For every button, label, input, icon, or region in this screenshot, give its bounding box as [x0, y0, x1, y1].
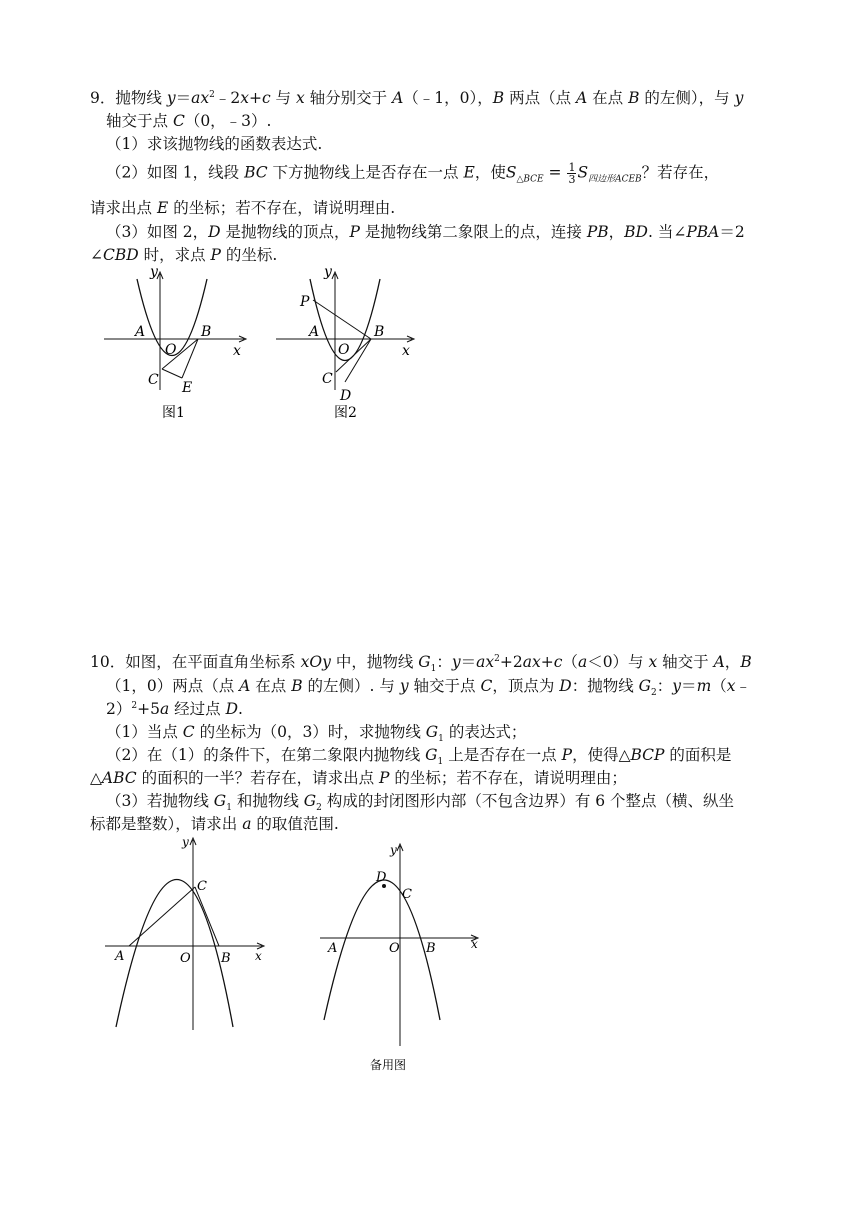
q9-figure-2 [272, 262, 422, 422]
text: B [291, 677, 303, 695]
text: ： [656, 677, 673, 695]
text: . [238, 700, 243, 718]
text: 的面积是 [664, 746, 732, 764]
text: = [543, 163, 567, 182]
text: 抛物线 [115, 89, 167, 107]
text: A [576, 89, 588, 107]
text: （﹣1，0）， [403, 89, 493, 107]
text: y [166, 89, 176, 107]
label-c: C [197, 879, 207, 894]
text: 时，求点 [138, 246, 211, 264]
text: xOy [300, 653, 331, 671]
text: PB [586, 223, 609, 241]
text: （2）在（1）的条件下，在第二象限内抛物线 [106, 746, 426, 764]
text: c [261, 89, 271, 107]
q9-figure-1 [100, 262, 250, 422]
text: ，使 [474, 163, 506, 182]
text: 2 [209, 89, 215, 100]
text: ∠ [90, 246, 103, 264]
text: 中，抛物线 [330, 653, 419, 671]
text: （ [562, 653, 578, 671]
text: 轴分别交于 [304, 89, 393, 107]
label-b: B [374, 324, 385, 340]
text: C [480, 677, 493, 695]
q9-line-1 [90, 88, 743, 108]
segment-ac [129, 887, 195, 946]
text: 轴交于点 [408, 677, 481, 695]
q10-part-2-cont [90, 768, 627, 788]
text: S [505, 163, 517, 182]
q10-figure-2 [316, 840, 496, 1070]
q10-number: 10． [90, 653, 126, 671]
text: S [577, 163, 589, 182]
text: ， [608, 223, 625, 241]
text: y [399, 677, 409, 695]
label-a: A [135, 324, 146, 340]
label-a: A [115, 949, 125, 964]
text: c [553, 653, 563, 671]
q9-part-2-cont [90, 198, 395, 218]
caption-fig2: 图2 [334, 405, 357, 421]
text: C [182, 723, 195, 741]
text: B [740, 653, 752, 671]
label-x: x [471, 937, 478, 951]
text: x [648, 653, 658, 671]
text: 构成的封闭图形内部（不包含边界）有 6 个整点（横、纵坐 [321, 792, 735, 810]
label-y: y [390, 843, 397, 857]
text: 的坐标；若不存在，请说明理由； [389, 769, 627, 787]
text: B [628, 89, 640, 107]
text: 是抛物线的顶点， [220, 223, 350, 241]
text: +2 [499, 653, 523, 671]
text: 和抛物线 [231, 792, 304, 810]
segment-pb [313, 300, 371, 339]
text: m [696, 677, 712, 695]
text: （1）当点 [106, 723, 183, 741]
text: 在点 [587, 89, 629, 107]
q10-figure-1 [100, 832, 270, 1032]
text: y [672, 677, 682, 695]
label-e: E [182, 380, 193, 396]
label-a: A [309, 324, 320, 340]
label-a: A [328, 941, 338, 956]
q10-part-1 [106, 722, 527, 745]
text: 2 [494, 653, 500, 664]
text: A [239, 677, 251, 695]
text: 3 [568, 173, 576, 186]
parabola [324, 880, 440, 1020]
text: （1）求该抛物线的函数表达式. [106, 135, 323, 153]
text: ax [522, 653, 541, 671]
text: 2 [651, 688, 657, 699]
text: 四边形ACEB [588, 174, 642, 185]
text: C [172, 112, 185, 130]
text: BCP [630, 746, 665, 764]
caption-backup-figure: 备用图 [370, 1058, 407, 1072]
q9-line-2 [106, 111, 271, 131]
text: 两点（点 [504, 89, 577, 107]
text: ﹣2 [214, 89, 241, 107]
text: 上是否存在一点 [443, 746, 562, 764]
text: D [559, 677, 572, 695]
q10-line-1 [90, 652, 752, 675]
text: 在点 [250, 677, 292, 695]
text: ax [476, 653, 495, 671]
text: a [159, 700, 170, 718]
text: 的左侧）. 与 [302, 677, 400, 695]
q10-part-2 [106, 745, 732, 768]
text: y [734, 89, 744, 107]
text: 轴交于点 [106, 112, 173, 130]
text: G [425, 746, 438, 764]
q9-part-1 [106, 134, 322, 154]
label-d: D [340, 388, 352, 404]
text: （1，0）两点（点 [106, 677, 240, 695]
label-c: C [322, 371, 333, 387]
text: ： [436, 653, 452, 671]
label-y: y [150, 264, 158, 280]
text: ax [191, 89, 210, 107]
text: PBA [686, 223, 720, 241]
text: 的坐标. [220, 246, 278, 264]
text: BC [244, 163, 268, 182]
text: a [577, 653, 588, 671]
text: ＜0）与 [587, 653, 649, 671]
text: x [295, 89, 305, 107]
text: G [213, 792, 227, 810]
text: 是抛物线第二象限上的点，连接 [359, 223, 587, 241]
text: ：抛物线 [571, 677, 639, 695]
text: G [418, 653, 431, 671]
text: 1 [430, 664, 437, 675]
text: （3）如图 2， [106, 223, 209, 241]
text: 下方抛物线上是否存在一点 [267, 163, 464, 182]
q10-part-3-cont [90, 814, 339, 834]
text: 的面积的一半？若存在，请求出点 [136, 769, 380, 787]
text: （2）如图 1，线段 [106, 163, 245, 182]
text: 的取值范围. [251, 815, 339, 833]
text: 的左侧），与 [639, 89, 735, 107]
text: G [425, 723, 439, 741]
q10-line-2 [106, 676, 752, 699]
text: E [463, 163, 475, 182]
text: 的坐标；若不存在，请说明理由. [168, 199, 396, 217]
text: 标都是整数），请求出 [90, 815, 243, 833]
label-c: C [402, 887, 412, 902]
text: D [225, 700, 239, 718]
text: ﹣ [735, 677, 752, 695]
text: BD [624, 223, 648, 241]
label-d: D [376, 870, 387, 885]
text: 1 [437, 757, 444, 768]
text: ，顶点为 [492, 677, 560, 695]
q10-part-3 [106, 791, 735, 814]
label-p: P [300, 294, 310, 310]
label-b: B [426, 941, 436, 956]
q9-part-3 [106, 222, 745, 242]
text: A [713, 653, 725, 671]
text: a [242, 815, 252, 833]
text: 1 [438, 734, 444, 745]
text: （ [711, 677, 727, 695]
text: +5 [137, 700, 160, 718]
text: 1 [226, 803, 232, 814]
text: + [540, 653, 554, 671]
text: ＝2 [719, 223, 745, 241]
text: 经过点 [169, 700, 226, 718]
caption-fig1: 图1 [162, 405, 185, 421]
text: △ [90, 769, 102, 787]
text: E [156, 199, 169, 217]
text: G [303, 792, 317, 810]
text: D [208, 223, 221, 241]
label-o: O [338, 342, 350, 358]
text: 的坐标为（0，3）时，求抛物线 [194, 723, 426, 741]
text: △BCE [516, 174, 544, 185]
segment-ce [162, 369, 182, 378]
text: 1 [568, 161, 576, 174]
label-x: x [255, 949, 262, 963]
q9-number: 9． [90, 89, 116, 107]
text: 2 [131, 700, 138, 711]
text: 轴交于 [657, 653, 714, 671]
label-o: O [389, 941, 400, 956]
q10-line-3 [106, 699, 243, 719]
text: 2） [106, 700, 132, 718]
label-x: x [402, 343, 410, 359]
text: ， [724, 653, 741, 671]
label-b: B [201, 324, 212, 340]
text: CBD [103, 246, 139, 264]
text: G [638, 677, 652, 695]
text: 2 [316, 803, 322, 814]
text: ＝ [175, 89, 192, 107]
parabola [116, 880, 233, 1028]
text: B [492, 89, 505, 107]
label-x: x [233, 343, 241, 359]
text: x [240, 89, 249, 107]
text: A [392, 89, 404, 107]
fraction-one-third [567, 162, 576, 185]
text: P [349, 223, 360, 241]
label-c: C [148, 372, 159, 388]
text: P [379, 769, 390, 787]
text: y [451, 653, 461, 671]
text: P [210, 246, 221, 264]
text: + [248, 89, 262, 107]
segment-cb [195, 887, 219, 946]
text: 的表达式； [443, 723, 527, 741]
text: x [726, 677, 736, 695]
text: ，使得△ [572, 746, 631, 764]
label-b: B [221, 951, 231, 966]
text: ？若存在， [641, 163, 720, 182]
text: 与 [270, 89, 296, 107]
text: 请求出点 [90, 199, 157, 217]
text: P [561, 746, 573, 764]
label-y: y [324, 264, 332, 280]
text: （0，﹣3）. [184, 112, 272, 130]
text: . 当∠ [648, 223, 687, 241]
text: ABC [101, 769, 137, 787]
text: ＝ [460, 653, 477, 671]
q9-part-2 [106, 162, 719, 185]
text: 如图，在平面直角坐标系 [125, 653, 301, 671]
label-y: y [182, 835, 189, 849]
text: ＝ [681, 677, 697, 695]
text: （3）若抛物线 [106, 792, 214, 810]
label-o: O [165, 342, 177, 358]
label-o: O [180, 951, 191, 966]
